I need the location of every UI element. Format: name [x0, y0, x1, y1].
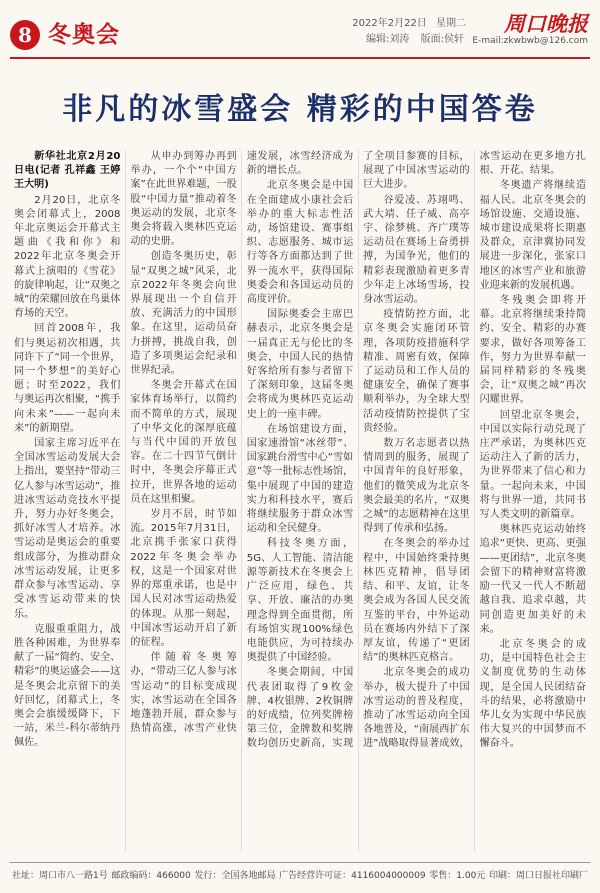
dateline-label: 新华社北京2月20日电(记者 孔祥鑫 王婷 王大明) [14, 151, 121, 191]
section-title: 冬奥会 [48, 21, 120, 48]
article-headline: 非凡的冰雪盛会 精彩的中国答卷 [62, 92, 538, 127]
editor-line [366, 30, 472, 45]
article-paragraph: 创造冬奥历史，彰显“双奥之城”风采，北京2022年冬奥会向世界展现出一个自信开放、充满活力的中国形象。在这里，运动员奋力拼搏，挑战自我，创造了多项奥运会纪录和世界纪录。 [130, 251, 237, 377]
article-paragraphs [14, 150, 586, 752]
footer-price: 零售：1.00元 [429, 871, 486, 881]
footer-address: 社址：周口市八一路1号 [12, 871, 108, 881]
footer-distribution: 发行：全国各地邮局 [194, 871, 276, 881]
footer-postal: 邮政编码：466000 [111, 871, 191, 881]
article-paragraph: 克服重重阻力，战胜各种困难，为世界奉献了一届“简约、安全、精彩”的奥运盛会——这是冬奥会北京留下的美好回忆，闭幕式上，冬奥会会旗缓缓降下，下一站，米兰-科尔蒂纳丹佩佐。 [14, 623, 121, 749]
footer-printer: 印刷：周口日报社印刷厂 [488, 871, 588, 881]
article-paragraph: 北京冬奥会是中国在全面建成小康社会后举办的重大标志性活动，场馆建设、赛事组织、志愿服务、城市运行等各方面都达到了世界一流水平，获得国际奥委会和各国运动员的高度评价。 [246, 180, 354, 306]
article-paragraph: 从申办到筹办再到举办，一个个“中国方案”在此世界难题，一股股“中国力量”推动着冬奥运动的发展，北京冬奥会将载入奥林匹克运动的史册。 [130, 151, 237, 248]
article-paragraph: 国家主席习近平在全国冰雪运动发展大会上指出，要坚持“带动三亿人参与冰雪运动”，推进冰雪运动竞技水平提升，努力办好冬奥会，抓好冰雪人才培养。冰雪运动是奥运会的重要组成部分，为推动群众冰雪运动发展，让更多群众参与冰雪运动、享受冰雪运动带来的快乐。 [14, 438, 121, 620]
article-paragraph: 在冬奥会的举办过程中，中国始终秉持奥林匹克精神，倡导团结、和平、友谊，让冬奥会成为各国人民交流互鉴的平台，中外运动员在赛场内外结下了深厚友谊，传递了“更团结”的奥林匹克格言。 [363, 538, 470, 664]
article-paragraph: 北京冬奥会的成功，是中国特色社会主义制度优势的生动体现，是全国人民团结奋斗的结果，必将激励中华儿女为实现中华民族伟大复兴的中国梦而不懈奋斗。 [479, 638, 586, 750]
contact-email: E-mail:zkwbwb@126.com [472, 36, 588, 46]
article-paragraph: 冬奥会开幕式在国家体育场举行，以简约而不简单的方式，展现了中华文化的深厚底蕴与当代中国的开放包容。在二十四节气倒计时中，冬奥会序幕正式拉开，世界各地的运动员在这里相聚。 [130, 380, 237, 505]
footer-ad-license: 广告经营许可证：4116004000009 [279, 871, 426, 881]
page-header [0, 0, 600, 62]
article-body [14, 150, 586, 852]
article-paragraph: 奥林匹克运动始终追求“更快、更高、更强——更团结”，北京冬奥会留下的精神财富将激励一代又一代人不断超越自我、追求卓越，共同创造更加美好的未来。 [479, 524, 586, 635]
page-number-badge: 8 [10, 20, 40, 50]
article-paragraph: 在场馆建设方面，国家速滑馆“冰丝带”、国家跳台滑雪中心“雪如意”等一批标志性场馆，集中展现了中国的建造实力和科技水平，赛后将继续服务于群众冰雪运动和全民健身。 [246, 423, 354, 535]
issue-date-line [352, 14, 472, 29]
editor-label: 编辑:刘涛 [366, 34, 410, 45]
article-paragraph: 北京冬奥会的成功举办，极大提升了中国冰雪运动的普及程度，推动了冰雪运动向全国各地普及，“南展西扩东进”战略取得显著成效，冰雪运动在更多地方扎根、开花、结果。 [363, 151, 586, 750]
article-paragraph: 回首2008年，我们与奥运初次相遇，共同许下了“同一个世界，同一个梦想”的美好心愿；时至2022，我们与奥运再次相聚，“携手向未来”——一起向未来”的新期望。 [14, 323, 121, 434]
article-paragraph: 回望北京冬奥会，中国以实际行动兑现了庄严承诺，为奥林匹克运动注入了新的活力，为世界带来了信心和力量。一起向未来，中国将与世界一道，共同书写人类文明的新篇章。 [479, 409, 586, 521]
article-paragraph: 冬奥遗产将继续造福人民。北京冬奥会的场馆设施、交通设施、城市建设成果将长期惠及群众，京津冀协同发展进一步深化，张家口地区的冰雪产业和旅游业迎来新的发展机遇。 [479, 180, 586, 291]
article-paragraph: 谷爱凌、苏翊鸣、武大靖、任子威、高亭宇、徐梦桃、齐广璞等运动员在赛场上奋勇拼搏，为国争光，他们的精彩表现激励着更多青少年走上冰场雪场，投身冰雪运动。 [363, 194, 470, 306]
article-dateline [14, 150, 120, 193]
article-paragraph: 冬奥会期间，中国代表团取得了9枚金牌、4枚银牌、2枚铜牌的好成绩，位列奖牌榜第三位，金牌数和奖牌数均创历史新高，实现了全项目参赛的目标，展现了中国冰雪运动的巨大进步。 [246, 151, 470, 750]
article-paragraph: 伴随着冬奥筹办，“带动三亿人参与冰雪运动”的目标变成现实，冰雪运动在全国各地蓬勃开展，群众参与热情高涨，冰雪产业快速发展，冰雪经济成为新的增长点。 [130, 151, 354, 735]
article-paragraph: 疫情防控方面，北京冬奥会实施闭环管理，各项防疫措施科学精准、周密有效，保障了运动员和工作人员的健康安全，确保了赛事顺利举办，为全球大型活动疫情防控提供了宝贵经验。 [363, 309, 470, 434]
footer-divider [10, 862, 590, 863]
designer-label: 版面:侯轩 [420, 34, 464, 45]
article-paragraph: 国际奥委会主席巴赫表示，北京冬奥会是一届真正无与伦比的冬奥会，中国人民的热情好客给所有参与者留下了深刻印象，这届冬奥会将成为奥林匹克运动史上的一座丰碑。 [246, 309, 354, 420]
issue-date: 2022年2月22日 [352, 18, 427, 29]
article-paragraph: 数万名志愿者以热情周到的服务，展现了中国青年的良好形象，他们的微笑成为北京冬奥会最美的名片，“双奥之城”的志愿精神在这里得到了传承和弘扬。 [363, 438, 470, 535]
header-divider [10, 57, 590, 59]
article-paragraph: 科技冬奥方面，5G、人工智能、清洁能源等新技术在冬奥会上广泛应用，绿色、共享、开放、廉洁的办奥理念得到全面贯彻，所有场馆实现100%绿色电能供应，为可持续办奥提供了中国经验。 [246, 538, 354, 664]
page-footer [12, 868, 588, 881]
newspaper-logo: 周口晚报 [504, 11, 588, 36]
article-paragraph: 岁月不居，时节如流。2015年7月31日，北京携手张家口获得2022年冬奥会举办权，这是一个国家对世界的郑重承诺，也是中国人民对冰雪运动热爱的体现。从那一刻起，中国冰雪运动开启了新的征程。 [130, 509, 237, 648]
issue-weekday: 星期二 [436, 18, 466, 29]
article-paragraph: 2月20日，北京冬奥会闭幕式上，2008年北京奥运会开幕式主题曲《我和你》和2022年北京冬奥会开幕式上演唱的《雪花》的旋律响起，让“双奥之城”的荣耀回放在鸟巢体育场的天空。 [14, 194, 121, 320]
article-paragraph: 冬残奥会即将开幕。北京将继续秉持简约、安全、精彩的办赛要求，做好各项筹备工作，努力为世界奉献一届同样精彩的冬残奥会，让“双奥之城”再次闪耀世界。 [479, 295, 586, 406]
